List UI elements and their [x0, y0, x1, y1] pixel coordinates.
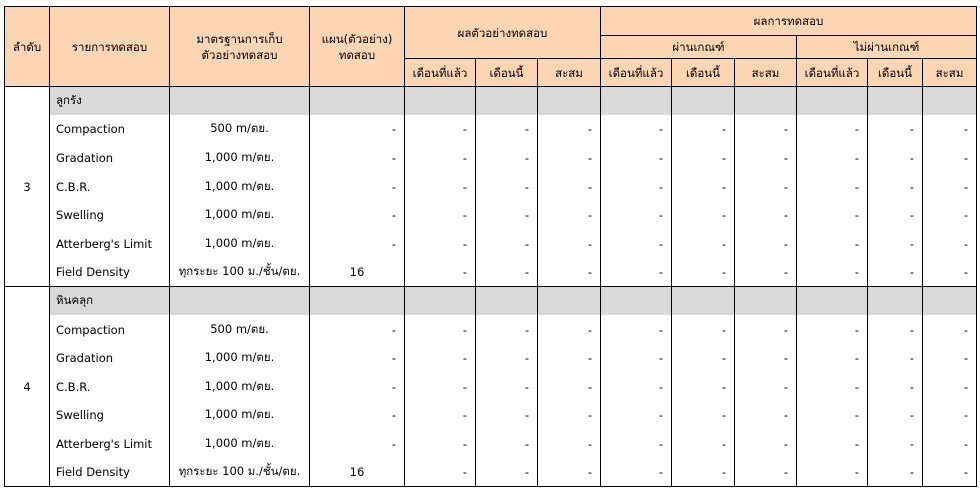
group-row: [5, 287, 977, 316]
samples-cumulative-cell: -: [538, 258, 601, 287]
group-empty-cell: [868, 87, 923, 116]
fail-cumulative-cell: -: [923, 430, 977, 459]
fail-last-month-cell: -: [797, 172, 868, 201]
sampling-standard: 1,000 m/ตย.: [170, 372, 310, 401]
pass-cumulative-cell: -: [735, 315, 797, 344]
samples-cumulative-cell: -: [538, 201, 601, 230]
samples-this-month-cell: -: [476, 458, 538, 487]
group-empty-cell: [868, 287, 923, 316]
plan-count: -: [310, 372, 405, 401]
header-samples-cumulative: สะสม: [538, 59, 601, 87]
header-pass-last-month: เดือนที่แล้ว: [601, 59, 672, 87]
plan-count: -: [310, 229, 405, 258]
pass-this-month-cell: -: [672, 172, 735, 201]
test-item: Gradation: [50, 144, 170, 173]
fail-this-month-cell: -: [868, 430, 923, 459]
samples-last-month-cell: -: [405, 172, 476, 201]
fail-last-month-cell: -: [797, 201, 868, 230]
fail-cumulative-cell: -: [923, 344, 977, 373]
pass-cumulative-cell: -: [735, 115, 797, 144]
group-empty-cell: [923, 287, 977, 316]
plan-count: -: [310, 344, 405, 373]
group-empty-cell: [476, 287, 538, 316]
pass-this-month-cell: -: [672, 458, 735, 487]
fail-last-month-cell: -: [797, 258, 868, 287]
plan-count: 16: [310, 258, 405, 287]
samples-this-month-cell: -: [476, 172, 538, 201]
samples-cumulative-cell: -: [538, 401, 601, 430]
samples-this-month-cell: -: [476, 430, 538, 459]
test-item: Compaction: [50, 315, 170, 344]
test-item: Atterberg's Limit: [50, 430, 170, 459]
header-pass-cumulative: สะสม: [735, 59, 797, 87]
table-body: [5, 87, 977, 487]
pass-cumulative-cell: -: [735, 458, 797, 487]
pass-this-month-cell: -: [672, 201, 735, 230]
samples-this-month-cell: -: [476, 344, 538, 373]
fail-this-month-cell: -: [868, 172, 923, 201]
samples-this-month-cell: -: [476, 315, 538, 344]
test-item: Compaction: [50, 115, 170, 144]
group-empty-cell: [601, 87, 672, 116]
test-item: Gradation: [50, 344, 170, 373]
header-fail-this-month: เดือนนี้: [868, 59, 923, 87]
samples-this-month-cell: -: [476, 229, 538, 258]
fail-this-month-cell: -: [868, 144, 923, 173]
pass-last-month-cell: -: [601, 258, 672, 287]
fail-cumulative-cell: -: [923, 172, 977, 201]
fail-this-month-cell: -: [868, 372, 923, 401]
fail-this-month-cell: -: [868, 201, 923, 230]
pass-last-month-cell: -: [601, 344, 672, 373]
group-name: ลูกรัง: [50, 87, 170, 116]
pass-cumulative-cell: -: [735, 430, 797, 459]
fail-last-month-cell: -: [797, 144, 868, 173]
group-number: 4: [5, 287, 50, 487]
header-standard: มาตรฐานการเก็บ ตัวอย่างทดสอบ: [170, 7, 310, 87]
samples-this-month-cell: -: [476, 201, 538, 230]
table-row: [5, 458, 977, 487]
samples-cumulative-cell: -: [538, 458, 601, 487]
fail-cumulative-cell: -: [923, 372, 977, 401]
group-empty-cell: [797, 87, 868, 116]
test-item: Field Density: [50, 458, 170, 487]
samples-last-month-cell: -: [405, 258, 476, 287]
table-row: [5, 201, 977, 230]
samples-last-month-cell: -: [405, 201, 476, 230]
group-empty-cell: [923, 87, 977, 116]
samples-cumulative-cell: -: [538, 229, 601, 258]
fail-last-month-cell: -: [797, 229, 868, 258]
samples-this-month-cell: -: [476, 372, 538, 401]
table-row: [5, 372, 977, 401]
header-results: ผลการทดสอบ: [601, 7, 977, 36]
samples-cumulative-cell: -: [538, 172, 601, 201]
pass-cumulative-cell: -: [735, 229, 797, 258]
pass-cumulative-cell: -: [735, 144, 797, 173]
group-empty-cell: [476, 87, 538, 116]
sampling-standard: 1,000 m/ตย.: [170, 144, 310, 173]
fail-this-month-cell: -: [868, 315, 923, 344]
pass-this-month-cell: -: [672, 115, 735, 144]
group-empty-cell: [170, 287, 310, 316]
group-empty-cell: [170, 87, 310, 116]
group-empty-cell: [672, 87, 735, 116]
samples-last-month-cell: -: [405, 315, 476, 344]
samples-cumulative-cell: -: [538, 430, 601, 459]
samples-last-month-cell: -: [405, 430, 476, 459]
samples-last-month-cell: -: [405, 229, 476, 258]
plan-count: -: [310, 430, 405, 459]
group-empty-cell: [735, 287, 797, 316]
pass-last-month-cell: -: [601, 458, 672, 487]
table-row: [5, 172, 977, 201]
header-fail-cumulative: สะสม: [923, 59, 977, 87]
fail-this-month-cell: -: [868, 229, 923, 258]
samples-cumulative-cell: -: [538, 144, 601, 173]
samples-last-month-cell: -: [405, 344, 476, 373]
group-empty-cell: [538, 287, 601, 316]
pass-last-month-cell: -: [601, 201, 672, 230]
test-item: Swelling: [50, 401, 170, 430]
fail-cumulative-cell: -: [923, 201, 977, 230]
pass-cumulative-cell: -: [735, 344, 797, 373]
sampling-standard: 1,000 m/ตย.: [170, 401, 310, 430]
pass-cumulative-cell: -: [735, 172, 797, 201]
fail-last-month-cell: -: [797, 344, 868, 373]
sampling-standard: ทุกระยะ 100 ม./ชั้น/ตย.: [170, 258, 310, 287]
group-empty-cell: [405, 87, 476, 116]
fail-last-month-cell: -: [797, 315, 868, 344]
pass-this-month-cell: -: [672, 315, 735, 344]
samples-this-month-cell: -: [476, 144, 538, 173]
pass-this-month-cell: -: [672, 344, 735, 373]
plan-count: -: [310, 401, 405, 430]
plan-count: -: [310, 115, 405, 144]
header-no: ลำดับ: [5, 7, 50, 87]
fail-cumulative-cell: -: [923, 458, 977, 487]
fail-this-month-cell: -: [868, 401, 923, 430]
pass-last-month-cell: -: [601, 172, 672, 201]
pass-last-month-cell: -: [601, 372, 672, 401]
table-row: [5, 315, 977, 344]
group-empty-cell: [797, 287, 868, 316]
sampling-standard: ทุกระยะ 100 ม./ชั้น/ตย.: [170, 458, 310, 487]
samples-last-month-cell: -: [405, 115, 476, 144]
fail-cumulative-cell: -: [923, 258, 977, 287]
samples-this-month-cell: -: [476, 115, 538, 144]
plan-count: -: [310, 144, 405, 173]
sampling-standard: 1,000 m/ตย.: [170, 201, 310, 230]
fail-last-month-cell: -: [797, 458, 868, 487]
sampling-standard: 1,000 m/ตย.: [170, 430, 310, 459]
test-item: Swelling: [50, 201, 170, 230]
fail-cumulative-cell: -: [923, 229, 977, 258]
samples-last-month-cell: -: [405, 401, 476, 430]
plan-count: -: [310, 201, 405, 230]
pass-this-month-cell: -: [672, 258, 735, 287]
header-samples-last-month: เดือนที่แล้ว: [405, 59, 476, 87]
fail-this-month-cell: -: [868, 258, 923, 287]
samples-this-month-cell: -: [476, 258, 538, 287]
test-results-table: [4, 6, 977, 487]
header-pass-this-month: เดือนนี้: [672, 59, 735, 87]
pass-this-month-cell: -: [672, 372, 735, 401]
fail-cumulative-cell: -: [923, 401, 977, 430]
samples-last-month-cell: -: [405, 144, 476, 173]
samples-cumulative-cell: -: [538, 315, 601, 344]
fail-last-month-cell: -: [797, 430, 868, 459]
pass-cumulative-cell: -: [735, 401, 797, 430]
fail-cumulative-cell: -: [923, 144, 977, 173]
group-empty-cell: [672, 287, 735, 316]
test-item: C.B.R.: [50, 372, 170, 401]
header-fail: ไม่ผ่านเกณฑ์: [797, 36, 977, 59]
table-row: [5, 344, 977, 373]
table-row: [5, 401, 977, 430]
sampling-standard: 500 m/ตย.: [170, 115, 310, 144]
pass-last-month-cell: -: [601, 401, 672, 430]
group-number: 3: [5, 87, 50, 287]
table-row: [5, 258, 977, 287]
header-samples-this-month: เดือนนี้: [476, 59, 538, 87]
group-empty-cell: [405, 287, 476, 316]
pass-last-month-cell: -: [601, 115, 672, 144]
samples-last-month-cell: -: [405, 458, 476, 487]
pass-last-month-cell: -: [601, 144, 672, 173]
samples-last-month-cell: -: [405, 372, 476, 401]
header-pass: ผ่านเกณฑ์: [601, 36, 797, 59]
samples-cumulative-cell: -: [538, 372, 601, 401]
header-item: รายการทดสอบ: [50, 7, 170, 87]
table-row: [5, 229, 977, 258]
sampling-standard: 1,000 m/ตย.: [170, 172, 310, 201]
test-results-table-container: [4, 6, 977, 487]
plan-count: 16: [310, 458, 405, 487]
fail-this-month-cell: -: [868, 344, 923, 373]
group-empty-cell: [310, 87, 405, 116]
header-plan: แผน(ตัวอย่าง) ทดสอบ: [310, 7, 405, 87]
samples-cumulative-cell: -: [538, 344, 601, 373]
pass-this-month-cell: -: [672, 430, 735, 459]
pass-this-month-cell: -: [672, 401, 735, 430]
group-name: หินคลุก: [50, 287, 170, 316]
pass-cumulative-cell: -: [735, 258, 797, 287]
sampling-standard: 500 m/ตย.: [170, 315, 310, 344]
pass-this-month-cell: -: [672, 229, 735, 258]
sampling-standard: 1,000 m/ตย.: [170, 229, 310, 258]
pass-last-month-cell: -: [601, 430, 672, 459]
pass-cumulative-cell: -: [735, 201, 797, 230]
group-empty-cell: [310, 287, 405, 316]
plan-count: -: [310, 172, 405, 201]
group-empty-cell: [601, 287, 672, 316]
fail-last-month-cell: -: [797, 401, 868, 430]
pass-this-month-cell: -: [672, 144, 735, 173]
table-row: [5, 144, 977, 173]
test-item: C.B.R.: [50, 172, 170, 201]
test-item: Atterberg's Limit: [50, 229, 170, 258]
fail-this-month-cell: -: [868, 458, 923, 487]
samples-this-month-cell: -: [476, 401, 538, 430]
table-row: [5, 115, 977, 144]
header-fail-last-month: เดือนที่แล้ว: [797, 59, 868, 87]
test-item: Field Density: [50, 258, 170, 287]
fail-this-month-cell: -: [868, 115, 923, 144]
pass-last-month-cell: -: [601, 315, 672, 344]
header-samples: ผลตัวอย่างทดสอบ: [405, 7, 601, 59]
fail-last-month-cell: -: [797, 115, 868, 144]
fail-cumulative-cell: -: [923, 315, 977, 344]
group-empty-cell: [538, 87, 601, 116]
sampling-standard: 1,000 m/ตย.: [170, 344, 310, 373]
fail-cumulative-cell: -: [923, 115, 977, 144]
group-empty-cell: [735, 87, 797, 116]
group-row: [5, 87, 977, 116]
plan-count: -: [310, 315, 405, 344]
fail-last-month-cell: -: [797, 372, 868, 401]
samples-cumulative-cell: -: [538, 115, 601, 144]
pass-cumulative-cell: -: [735, 372, 797, 401]
pass-last-month-cell: -: [601, 229, 672, 258]
table-row: [5, 430, 977, 459]
